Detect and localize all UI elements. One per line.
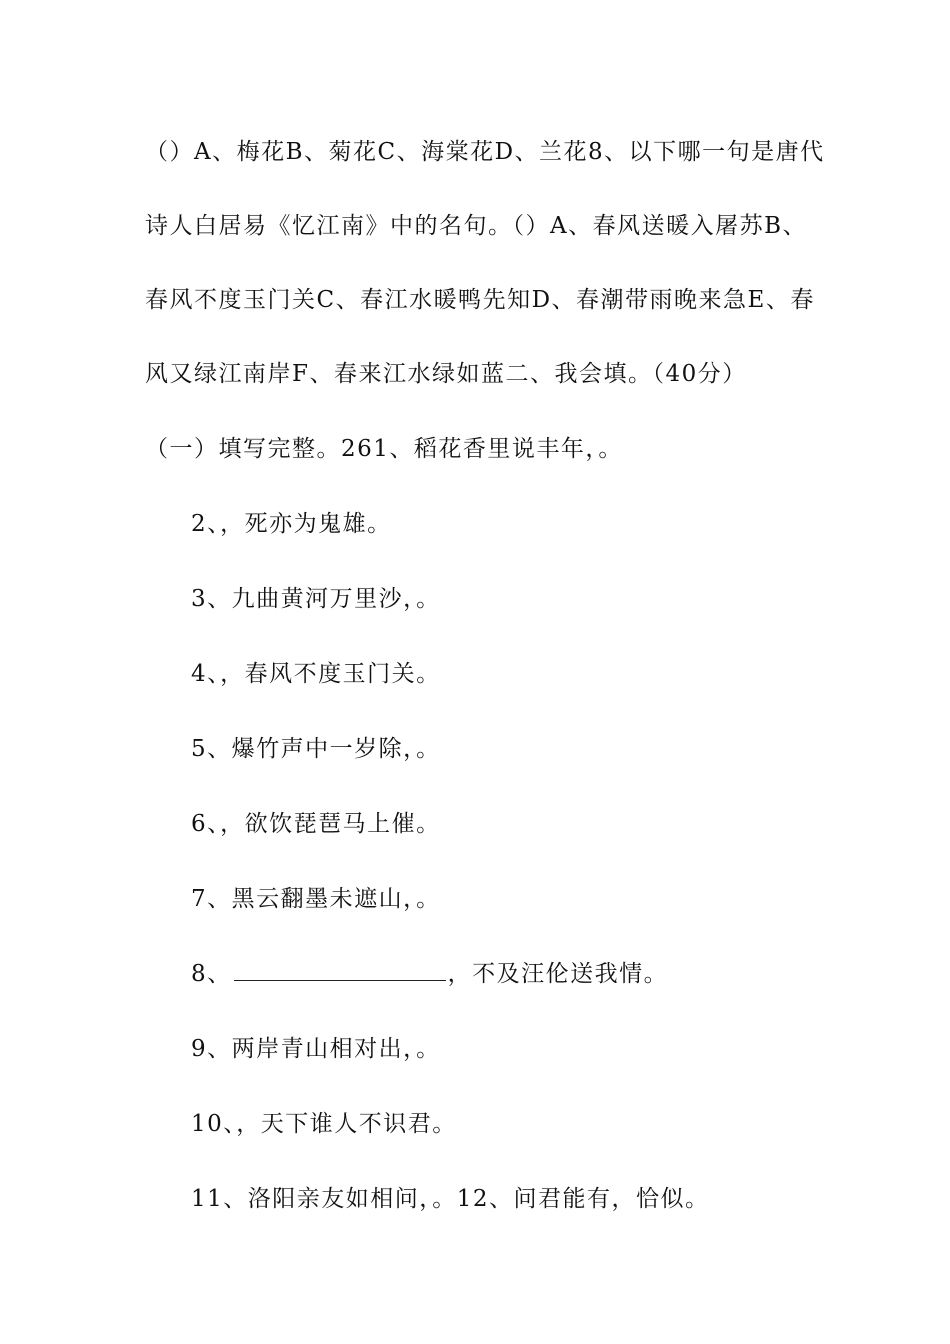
- paragraph-line-2: 诗人白居易《忆江南》中的名句。（）A、春风送暖入屠苏B、: [145, 213, 808, 239]
- list-item-7: 7、黑云翻墨未遮山，。: [191, 886, 441, 912]
- paragraph-line-4: 风又绿江南岸F、春来江水绿如蓝二、我会填。（40分）: [145, 361, 747, 387]
- section-heading-line: （一）填写完整。261、稻花香里说丰年，。: [145, 436, 623, 462]
- list-item-4: 4、，春风不度玉门关。: [191, 661, 441, 687]
- list-item-10: 10、，天下谁人不识君。: [191, 1111, 457, 1137]
- list-item-6: 6、，欲饮琵琶马上催。: [191, 811, 441, 837]
- list-item-8: [191, 959, 668, 989]
- list-item-11-12: 11、洛阳亲友如相问，。12、问君能有，恰似。: [191, 1186, 710, 1212]
- list-item-9: 9、两岸青山相对出，。: [191, 1036, 441, 1062]
- fill-in-blank: [234, 960, 446, 981]
- list-item-8-suffix: ，不及汪伦送我情。: [447, 961, 669, 987]
- list-item-5: 5、爆竹声中一岁除，。: [191, 736, 441, 762]
- list-item-2: 2、，死亦为鬼雄。: [191, 511, 392, 537]
- list-item-3: 3、九曲黄河万里沙，。: [191, 586, 441, 612]
- list-item-8-prefix: 8、: [191, 961, 232, 987]
- paragraph-line-1: （）A、梅花B、菊花C、海棠花D、兰花8、以下哪一句是唐代: [145, 139, 825, 165]
- paragraph-line-3: 春风不度玉门关C、春江水暖鸭先知D、春潮带雨晚来急E、春: [145, 287, 815, 313]
